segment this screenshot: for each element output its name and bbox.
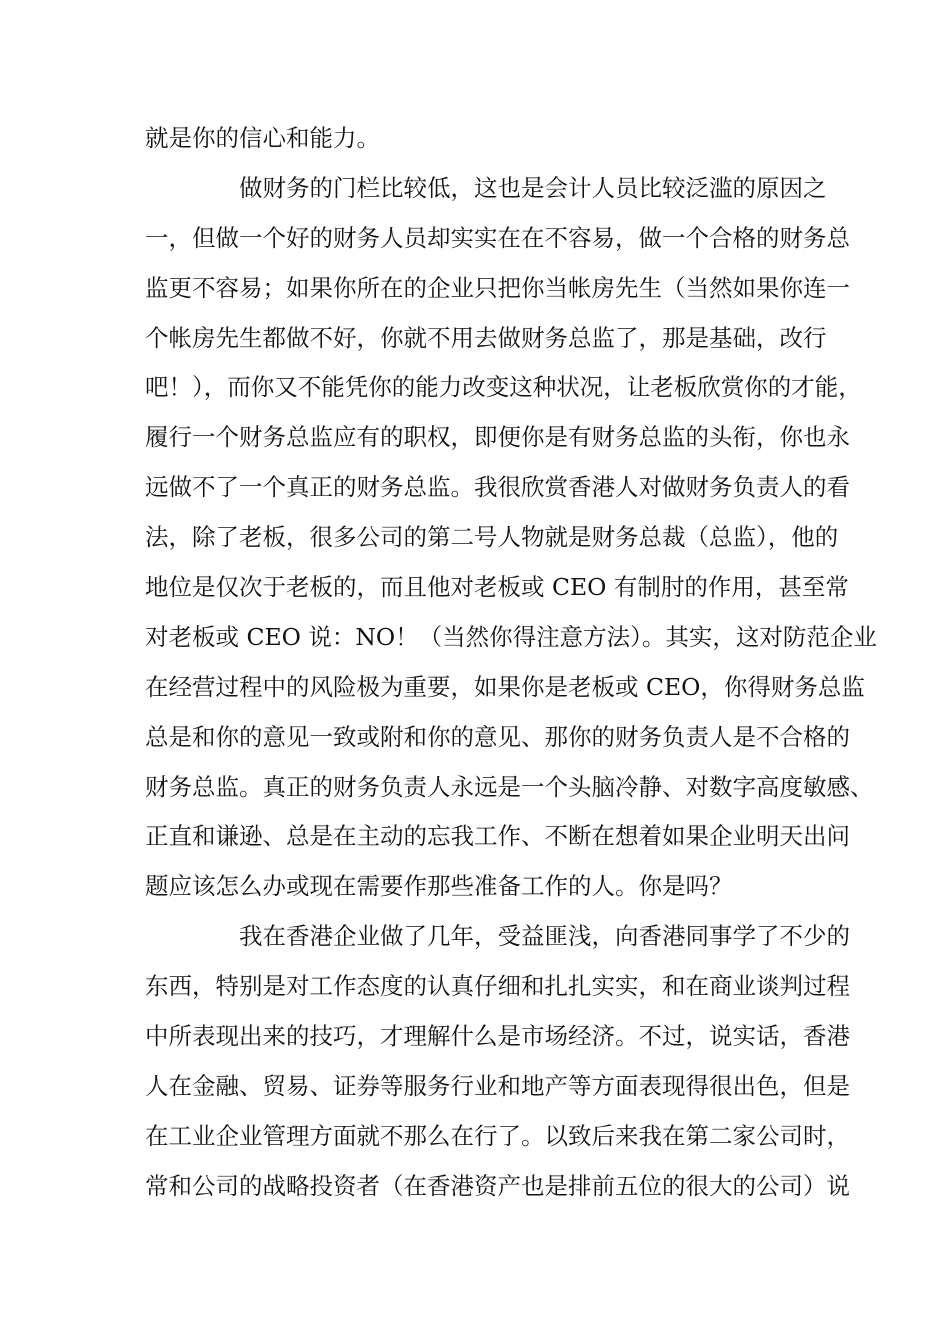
document-body [145, 114, 877, 1212]
text-line: 做财务的门栏比较低，这也是会计人员比较泛滥的原因之 [239, 173, 827, 202]
text-line: 我在香港企业做了几年，受益匪浅，向香港同事学了不少的 [239, 922, 850, 951]
paragraph-3 [145, 912, 850, 1211]
text-line: 履行一个财务总监应有的职权，即便你是有财务总监的头衔，你也永 [145, 423, 850, 452]
text-line: 远做不了一个真正的财务总监。我很欣赏香港人对做财务负责人的看 [145, 473, 850, 502]
paragraph-2 [145, 164, 877, 912]
text-line: 监更不容易；如果你所在的企业只把你当帐房先生（当然如果你连一 [145, 273, 850, 302]
text-line: 中所表现出来的技巧，才理解什么是市场经济。不过，说实话，香港 [145, 1022, 850, 1051]
text-line: 就是你的信心和能力。 [145, 124, 380, 152]
text-line: 东西，特别是对工作态度的认真仔细和扎扎实实，和在商业谈判过程 [145, 972, 850, 1001]
text-line: 总是和你的意见一致或附和你的意见、那你的财务负责人是不合格的 [145, 722, 850, 751]
paragraph-1 [145, 114, 807, 164]
text-line: 人在金融、贸易、证券等服务行业和地产等方面表现得很出色，但是 [145, 1071, 850, 1100]
text-line: 地位是仅次于老板的，而且他对老板或 CEO 有制肘的作用，甚至常 [145, 573, 849, 602]
text-line: 财务总监。真正的财务负责人永远是一个头脑冷静、对数字高度敏感、 [145, 772, 874, 801]
text-line: 法，除了老板，很多公司的第二号人物就是财务总裁（总监），他的 [145, 523, 839, 552]
text-line: 一，但做一个好的财务人员却实实在在不容易，做一个合格的财务总 [145, 223, 850, 252]
text-line: 在经营过程中的风险极为重要，如果你是老板或 CEO，你得财务总监 [145, 672, 865, 701]
text-line: 个帐房先生都做不好，你就不用去做财务总监了，那是基础，改行 [145, 323, 827, 352]
text-line: 对老板或 CEO 说：NO！（当然你得注意方法）。其实，这对防范企业 [145, 622, 877, 651]
text-line: 正直和谦逊、总是在主动的忘我工作、不断在想着如果企业明天出问 [145, 822, 850, 851]
text-line: 在工业企业管理方面就不那么在行了。以致后来我在第二家公司时， [145, 1121, 850, 1150]
text-line: 吧！），而你又不能凭你的能力改变这种状况，让老板欣赏你的才能， [145, 373, 862, 402]
text-line: 题应该怎么办或现在需要作那些准备工作的人。你是吗？ [145, 872, 733, 901]
text-line: 常和公司的战略投资者（在香港资产也是排前五位的很大的公司）说 [145, 1171, 850, 1200]
